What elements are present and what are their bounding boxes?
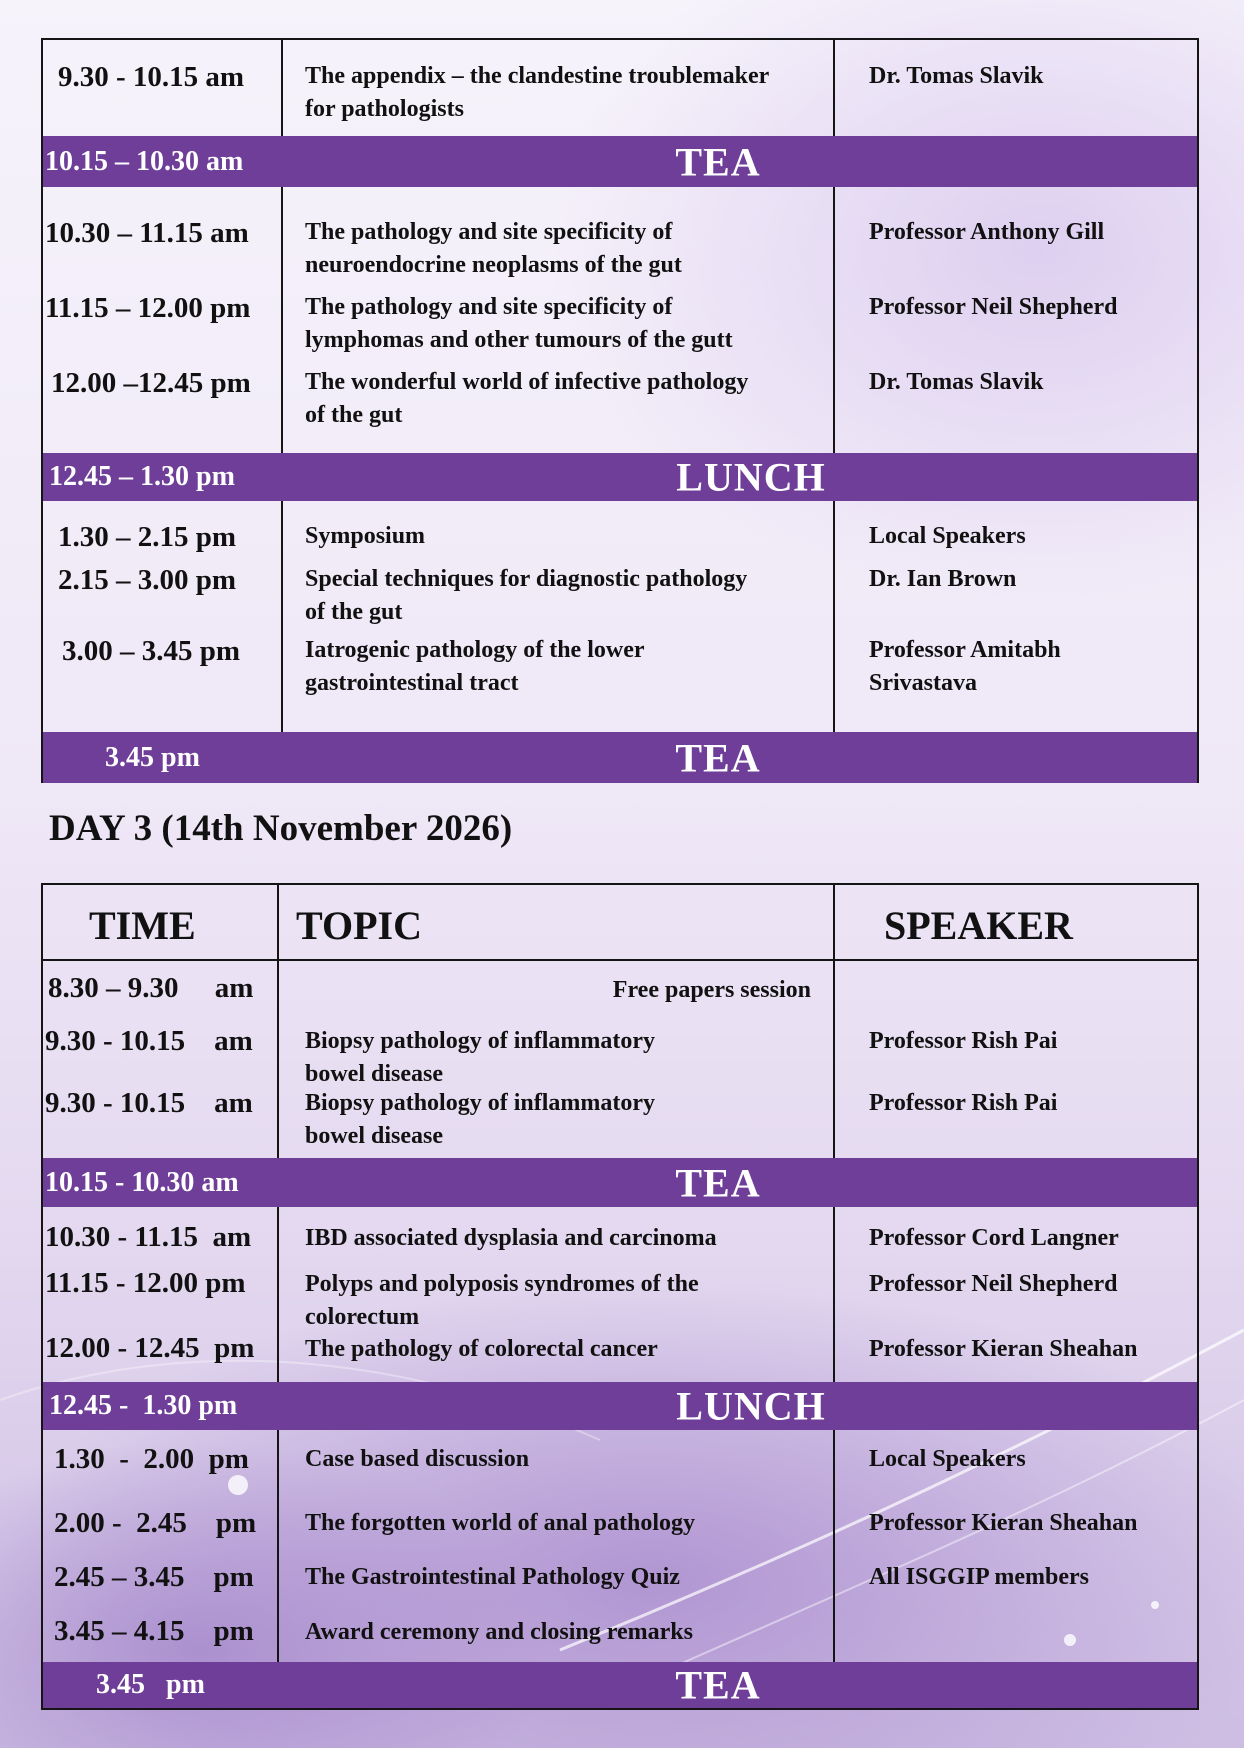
lunch-break-band [43, 1382, 1197, 1430]
break-time: 3.45 pm [105, 741, 200, 773]
break-label: LUNCH [676, 1383, 826, 1429]
session-topic: The pathology of colorectal cancer [305, 1336, 658, 1362]
session-topic: Polyps and polyposis syndromes of the colorectum [305, 1271, 699, 1330]
break-label: LUNCH [676, 454, 826, 500]
session-speaker: Dr. Tomas Slavik [869, 369, 1044, 395]
tea-break-band [43, 1158, 1197, 1207]
session-topic: Special techniques for diagnostic pathology of the gut [305, 566, 748, 625]
session-speaker: Professor Anthony Gill [869, 219, 1105, 245]
session-topic: Iatrogenic pathology of the lower gastrointestinal tract [305, 637, 645, 696]
session-time: 11.15 – 12.00 pm [45, 292, 251, 324]
session-speaker: All ISGGIP members [869, 1564, 1089, 1590]
session-speaker: Dr. Tomas Slavik [869, 63, 1044, 89]
lunch-break-band [43, 453, 1197, 501]
break-label: TEA [675, 735, 761, 780]
session-topic: The pathology and site specificity of lymphomas and other tumours of the gutt [305, 294, 733, 353]
session-topic: Case based discussion [305, 1446, 530, 1472]
break-label: TEA [675, 139, 761, 184]
break-time: 10.15 - 10.30 am [45, 1166, 239, 1198]
session-time: 2.45 – 3.45 pm [54, 1561, 254, 1593]
session-time: 3.45 – 4.15 pm [54, 1615, 254, 1647]
session-speaker: Professor Neil Shepherd [869, 1271, 1118, 1297]
session-topic: Award ceremony and closing remarks [305, 1619, 693, 1645]
session-topic: Symposium [305, 523, 426, 549]
session-time: 10.30 - 11.15 am [45, 1221, 252, 1253]
session-topic: Free papers session [612, 977, 811, 1003]
session-speaker: Professor Neil Shepherd [869, 294, 1118, 320]
session-time: 8.30 – 9.30 am [48, 972, 254, 1004]
session-speaker: Dr. Ian Brown [869, 566, 1017, 592]
session-time: 11.15 - 12.00 pm [45, 1267, 246, 1299]
session-topic: The appendix – the clandestine troublemaker for pathologists [305, 63, 770, 122]
tea-break-band [43, 136, 1197, 187]
break-time: 12.45 – 1.30 pm [49, 461, 235, 492]
session-topic: The wonderful world of infective pathology of the gut [305, 369, 749, 428]
session-topic: IBD associated dysplasia and carcinoma [305, 1225, 717, 1251]
session-time: 2.00 - 2.45 pm [54, 1507, 257, 1539]
schedule-table-day2-continued [41, 38, 1199, 783]
break-label: TEA [675, 1160, 761, 1205]
session-topic: Biopsy pathology of inflammatory bowel disease [305, 1090, 656, 1149]
session-topic: Biopsy pathology of inflammatory bowel disease [305, 1028, 656, 1087]
session-speaker: Local Speakers [869, 1446, 1026, 1472]
session-time: 10.30 – 11.15 am [45, 217, 249, 249]
session-time: 1.30 – 2.15 pm [58, 521, 237, 553]
session-time: 1.30 - 2.00 pm [54, 1443, 249, 1475]
break-time: 10.15 – 10.30 am [45, 145, 244, 177]
session-time: 9.30 - 10.15 am [45, 1087, 253, 1119]
session-speaker: Professor Amitabh Srivastava [869, 637, 1061, 696]
break-time: 12.45 - 1.30 pm [49, 1390, 238, 1421]
session-time: 9.30 - 10.15 am [45, 1025, 253, 1057]
session-speaker: Professor Cord Langner [869, 1225, 1119, 1251]
column-header-time: TIME [89, 903, 196, 948]
session-time: 3.00 – 3.45 pm [62, 635, 241, 667]
session-time: 12.00 - 12.45 pm [45, 1332, 255, 1364]
column-header-topic: TOPIC [296, 903, 422, 948]
tea-break-band [43, 1662, 1197, 1708]
session-speaker: Professor Rish Pai [869, 1090, 1058, 1116]
tea-break-band [43, 732, 1197, 783]
column-header-speaker: SPEAKER [884, 903, 1073, 948]
session-topic: The pathology and site specificity of neuroendocrine neoplasms of the gut [305, 219, 682, 278]
break-label: TEA [675, 1662, 761, 1708]
session-speaker: Local Speakers [869, 523, 1026, 549]
session-time: 12.00 –12.45 pm [51, 367, 251, 399]
session-time: 9.30 - 10.15 am [58, 61, 245, 93]
session-time: 2.15 – 3.00 pm [58, 564, 237, 596]
session-speaker: Professor Rish Pai [869, 1028, 1058, 1054]
session-speaker: Professor Kieran Sheahan [869, 1510, 1138, 1536]
session-speaker: Professor Kieran Sheahan [869, 1336, 1138, 1362]
day-heading: DAY 3 (14th November 2026) [49, 808, 513, 849]
schedule-table-day3 [41, 883, 1199, 1710]
break-time: 3.45 pm [96, 1669, 205, 1700]
session-topic: The Gastrointestinal Pathology Quiz [305, 1564, 680, 1590]
session-topic: The forgotten world of anal pathology [305, 1510, 695, 1536]
